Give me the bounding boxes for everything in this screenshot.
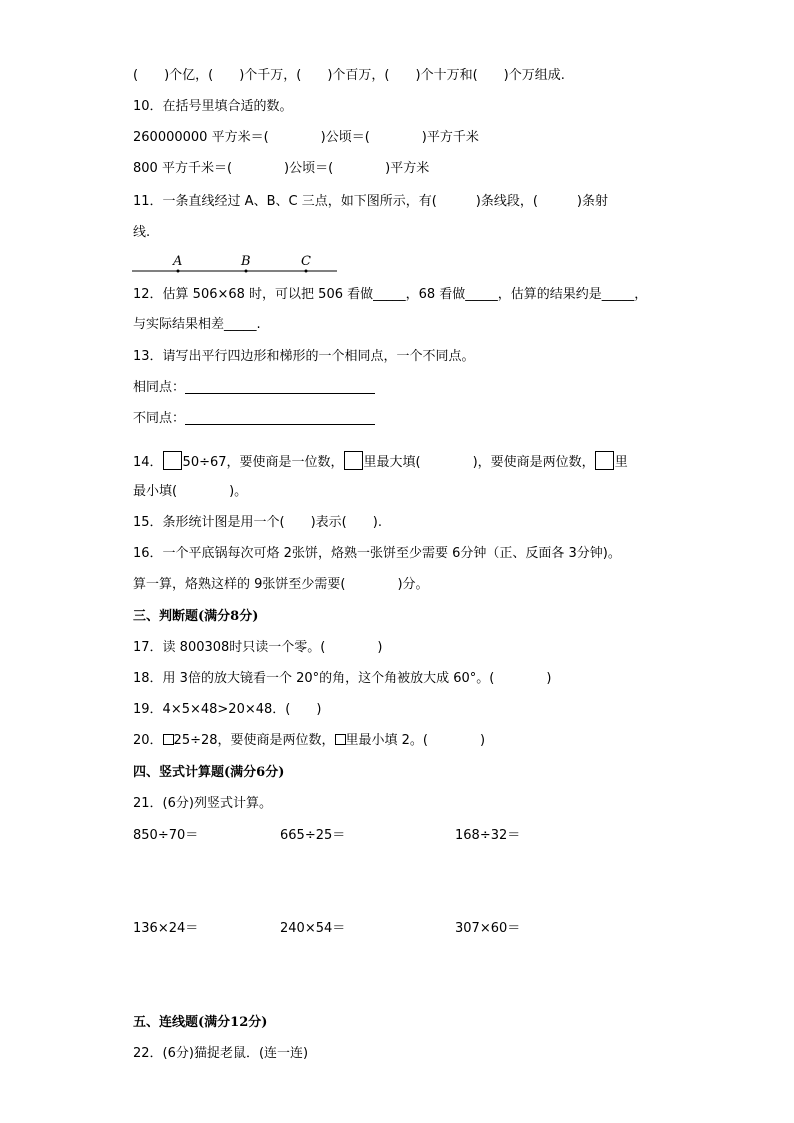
- q15: 15．条形统计图是用一个( )表示( ).: [133, 515, 382, 530]
- q13-same-label: 相同点：: [133, 380, 186, 395]
- section-4-heading: 四、竖式计算题(满分6分): [133, 765, 285, 780]
- q10-part-a: 260000000 平方米＝( )公顷＝( )平方千米: [133, 130, 479, 145]
- q14-text-a: 50÷67，要使商是一位数，: [182, 455, 344, 470]
- q17: 17．读 800308时只读一个零。( ): [133, 640, 383, 655]
- section-3-heading: 三、判断题(满分8分): [133, 609, 259, 624]
- q10-part-b: 800 平方千米＝( )公顷＝( )平方米: [133, 161, 430, 176]
- q20-box-2[interactable]: [335, 734, 346, 745]
- point-a-mark: [177, 270, 180, 273]
- section-5-heading: 五、连线题(满分12分): [133, 1015, 268, 1030]
- point-c-mark: [305, 270, 308, 273]
- q20-text-b: 里最小填 2。( ): [345, 733, 486, 748]
- q14-line1: [133, 451, 628, 472]
- q14-line2: 最小填( )。: [133, 484, 248, 499]
- q16-line1: 16．一个平底锅每次可烙 2张饼，烙熟一张饼至少需要 6分钟（正、反面各 3分钟)。: [133, 546, 621, 561]
- calc-240-mul-54: 240×54＝: [280, 921, 346, 936]
- q14-box-2[interactable]: [344, 451, 363, 470]
- q13-diff-row: [133, 410, 375, 428]
- q20-number: 20．: [133, 733, 163, 748]
- q12-line1: 12．估算 506×68 时，可以把 506 看做_____，68 看做_____，估算的结果约是_____，: [133, 287, 648, 302]
- q20-box-1[interactable]: [163, 734, 174, 745]
- q21-title: 21．(6分)列竖式计算。: [133, 796, 272, 811]
- q19: 19．4×5×48>20×48．( ): [133, 702, 322, 717]
- q14-box-3[interactable]: [595, 451, 614, 470]
- line-abc-figure: [130, 250, 345, 280]
- calc-168-div-32: 168÷32＝: [455, 828, 521, 843]
- q10-title: 10．在括号里填合适的数。: [133, 99, 293, 114]
- q13-same-answer-line[interactable]: [185, 379, 375, 394]
- q16-line2: 算一算，烙熟这样的 9张饼至少需要( )分。: [133, 577, 429, 592]
- q13-diff-label: 不同点：: [133, 411, 186, 426]
- point-c-label: C: [301, 254, 311, 269]
- q11-line2: 线.: [133, 225, 151, 240]
- q14-number: 14．: [133, 455, 163, 470]
- point-b-label: B: [241, 254, 251, 269]
- q14-box-1[interactable]: [163, 451, 182, 470]
- q14-text-b: 里最大填( )，要使商是两位数，: [363, 455, 595, 470]
- q11-line1: 11．一条直线经过 A、B、C 三点，如下图所示，有( )条线段，( )条射: [133, 194, 608, 209]
- calc-136-mul-24: 136×24＝: [133, 921, 199, 936]
- q12-line2: 与实际结果相差_____.: [133, 317, 261, 332]
- q13-title: 13．请写出平行四边形和梯形的一个相同点，一个不同点。: [133, 349, 475, 364]
- q18: 18．用 3倍的放大镜看一个 20°的角，这个角被放大成 60°。( ): [133, 671, 552, 686]
- calc-307-mul-60: 307×60＝: [455, 921, 521, 936]
- q14-text-c: 里: [614, 455, 628, 470]
- q13-diff-answer-line[interactable]: [185, 410, 375, 425]
- calc-850-div-70: 850÷70＝: [133, 828, 199, 843]
- point-a-label: A: [173, 254, 183, 269]
- calc-665-div-25: 665÷25＝: [280, 828, 346, 843]
- q22-title: 22．(6分)猫捉老鼠．(连一连): [133, 1046, 309, 1061]
- q13-same-row: [133, 379, 375, 397]
- q20-text-a: 25÷28，要使商是两位数，: [173, 733, 335, 748]
- q9-continued: ( )个亿，( )个千万，( )个百万，( )个十万和( )个万组成.: [133, 68, 565, 83]
- q20: [133, 732, 485, 750]
- point-b-mark: [245, 270, 248, 273]
